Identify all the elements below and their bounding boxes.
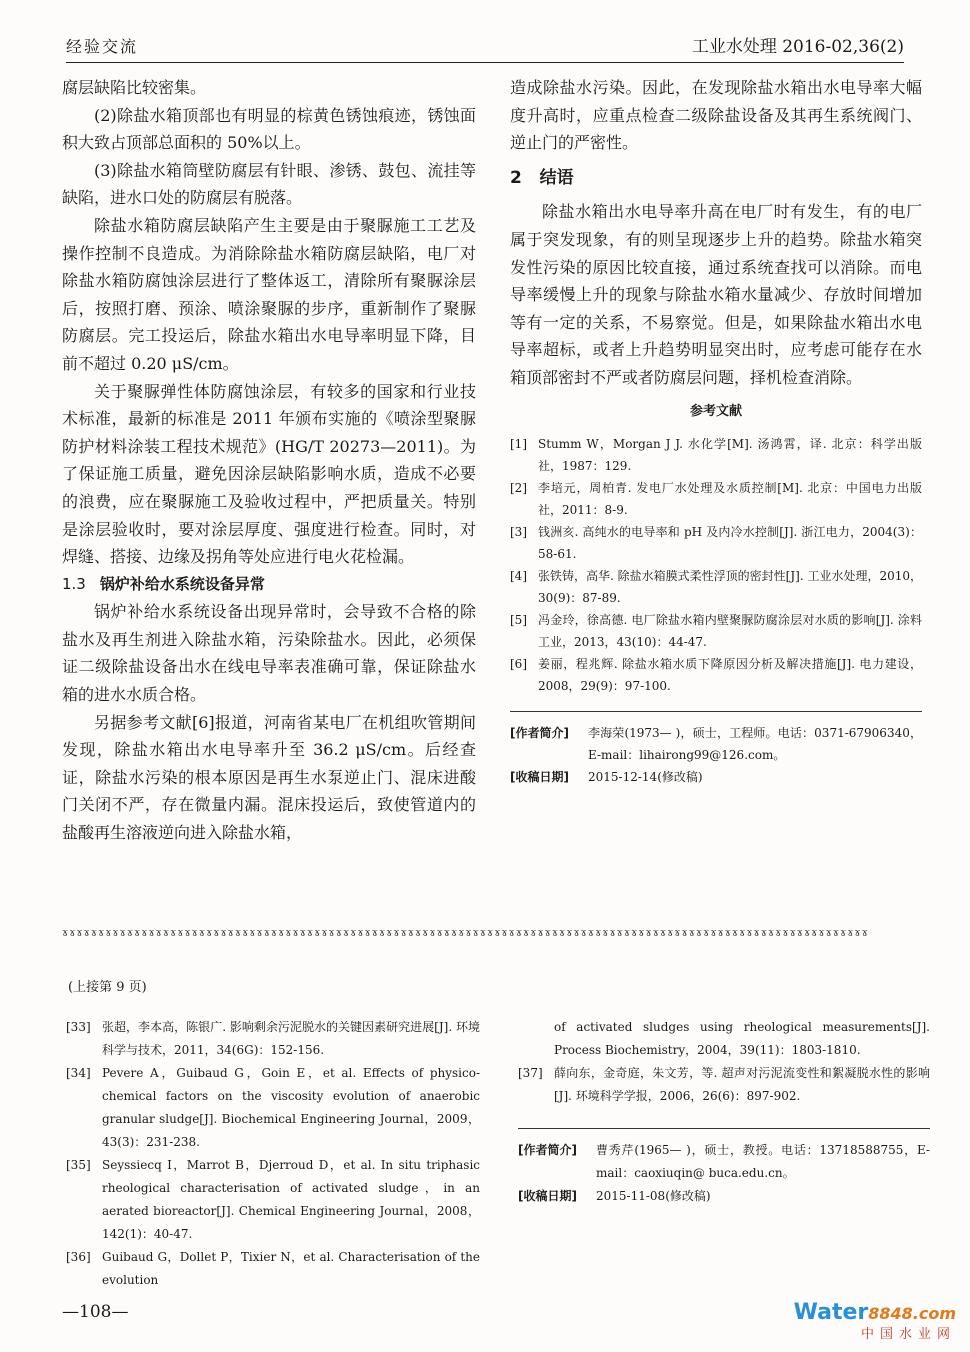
- right-column: [510, 74, 922, 788]
- subsection-heading: [62, 571, 476, 599]
- references-heading: 参考文献: [689, 403, 742, 419]
- reference-item: [510, 521, 922, 565]
- section-heading: [510, 165, 922, 193]
- page-number: —108—: [62, 1302, 129, 1322]
- paragraph: (2)除盐水箱顶部也有明显的棕黄色锈蚀痕迹，锈蚀面积大致占顶部总面积的 50%以上。: [62, 105, 476, 153]
- section-label: 经验交流: [66, 37, 139, 56]
- reference-item: [510, 609, 922, 653]
- reference-item: [510, 653, 922, 697]
- reference-text: Pevere A，Guibaud G，Goin E，et al. Effects of physico-chemical factors on the viscosity evolution of anaerobic granular sludge[J]. Biochemical Engineering Journal，2009，43(3)：231-238.: [102, 1066, 480, 1149]
- author-info: [510, 711, 922, 788]
- author-label: [作者简介]: [518, 1143, 577, 1157]
- journal-citation: 工业水处理 2016-02,36(2): [691, 37, 904, 57]
- reference-text: 张超，李本高，陈银广. 影响剩余污泥脱水的关键因素研究进展[J]. 环境科学与技术，2011，34(6G)：152-156.: [102, 1020, 480, 1057]
- reference-text: 姜丽，程兆辉. 除盐水箱水质下降原因分析及解决措施[J]. 电力建设，2008，29(9)：97-100.: [538, 657, 922, 694]
- reference-text: 李培元，周柏青. 发电厂水处理及水质控制[M]. 北京：中国电力出版社，2011：8-9.: [538, 481, 922, 518]
- reference-item: [518, 1062, 930, 1108]
- received-date: [518, 1185, 930, 1208]
- reference-text: Stumm W，Morgan J J. 水化学[M]. 汤鸿霄，译. 北京：科学出版社，1987：129.: [538, 437, 922, 474]
- paragraph: 除盐水箱防腐层缺陷产生主要是由于聚脲施工工艺及操作控制不良造成。为消除除盐水箱防腐层缺陷，电厂对除盐水箱防腐蚀涂层进行了整体返工，清除所有聚脲涂层后，按照打磨、预涂、喷涂聚脲的步序，重新制作了聚脲防腐层。完工投运后，除盐水箱出水电导率明显下降，目前不超过 0.20 μS/cm。: [62, 215, 476, 373]
- reference-text: of activated sludges using rheological measurements[J]. Process Biochemistry，2004，39(11)：1803-1810.: [554, 1020, 930, 1057]
- paragraph: 除盐水箱出水电导率升高在电厂时有发生，有的电厂属于突发现象，有的则呈现逐步上升的趋势。除盐水箱突发性污染的原因比较直接，通过系统查找可以消除。而电导率缓慢上升的现象与除盐水箱水量减少、存放时间增加等有一定的关系，不易察觉。但是，如果除盐水箱出水电导率超标，或者上升趋势明显突出时，应考虑可能存在水箱顶部密封不严或者防腐层问题，择机检查消除。: [510, 202, 922, 387]
- continued-note: (上接第 9 页): [68, 980, 147, 995]
- bottom-right-references: [518, 1016, 930, 1208]
- section-number: 2: [510, 167, 522, 188]
- reference-item: [510, 433, 922, 477]
- reference-number: [34]: [66, 1066, 91, 1080]
- reference-number: [6]: [510, 657, 527, 672]
- paragraph: (3)除盐水箱筒壁防腐层有针眼、渗锈、鼓包、流挂等缺陷，进水口处的防腐层有脱落。: [62, 160, 476, 208]
- watermark-brand-b: 8848.com: [868, 1304, 956, 1323]
- section-title: 结语: [539, 167, 574, 188]
- author-text: 曹秀芹(1965— )，硕士，教授。电话：13718588755，E-mail：caoxiuqin@ buca.edu.cn。: [596, 1143, 930, 1180]
- watermark-subtitle: 中国水业网: [860, 1327, 956, 1342]
- author-text: 李海荣(1973— )，硕士，工程师。电话：0371-67906340，E-mail：lihairong99@126.com。: [588, 726, 922, 763]
- watermark-logo: [794, 1300, 956, 1325]
- reference-number: [2]: [510, 481, 527, 496]
- reference-number: [1]: [510, 437, 527, 452]
- reference-number: [33]: [66, 1020, 91, 1034]
- watermark-brand-a: Water: [793, 1300, 869, 1325]
- paragraph: 锅炉补给水系统设备出现异常时，会导致不合格的除盐水及再生剂进入除盐水箱，污染除盐水。因此，必须保证二级除盐设备出水在线电导率表准确可靠，保证除盐水箱的进水水质合格。: [62, 602, 476, 705]
- reference-continuation: [518, 1016, 930, 1062]
- received-label: [收稿日期]: [510, 770, 569, 785]
- bottom-left-references: [66, 1016, 480, 1292]
- reference-number: [35]: [66, 1158, 91, 1172]
- paragraph: 另据参考文献[6]报道，河南省某电厂在机组吹管期间发现，除盐水箱出水电导率升至 36.2 μS/cm。后经查证，除盐水污染的根本原因是再生水泵逆止门、混床进酸门关闭不严，存在微量内漏。混床投运后，致使管道内的盐酸再生溶液逆向进入除盐水箱，: [62, 712, 476, 843]
- reference-number: [37]: [518, 1066, 543, 1080]
- reference-text: Seyssiecq I，Marrot B，Djerroud D，et al. In situ triphasic rheological characterisation of activated sludge，in an aerated bioreactor[J]. Chemical Engineering Journal，2008，142(1)：40-47.: [102, 1158, 480, 1241]
- received-text: 2015-11-08(修改稿): [596, 1189, 711, 1203]
- reference-item: [66, 1154, 480, 1246]
- reference-item: [66, 1062, 480, 1154]
- reference-number: [3]: [510, 525, 527, 540]
- author-info: [518, 1128, 930, 1208]
- received-label: [收稿日期]: [518, 1189, 577, 1203]
- reference-item: [510, 565, 922, 609]
- reference-text: 薛向东，金奇庭，朱文芳，等. 超声对污泥流变性和絮凝脱水性的影响[J]. 环境科学学报，2006，26(6)：897-902.: [554, 1066, 930, 1103]
- received-text: 2015-12-14(修改稿): [588, 770, 703, 785]
- reference-item: [510, 477, 922, 521]
- received-date: [510, 766, 922, 788]
- subsection-number: 1.3: [62, 574, 86, 593]
- left-column: [62, 74, 476, 847]
- paragraph: 关于聚脲弹性体防腐蚀涂层，有较多的国家和行业技术标准，最新的标准是 2011 年颁布实施的《喷涂型聚脲防护材料涂装工程技术规范》(HG/T 20273—2011)。为了保证施工质量，避免因涂层缺陷影响水质，造成不必要的浪费，应在聚脲施工及验收过程中，严把质量关。特别是涂层验收时，要对涂层厚度、强度进行检查。同时，对焊缝、搭接、边缘及拐角等处应进行电火花检漏。: [62, 381, 476, 567]
- author-bio: [518, 1139, 930, 1185]
- author-label: [作者简介]: [510, 726, 569, 741]
- author-bio: [510, 722, 922, 766]
- ornamental-divider: ɤɤɤɤɤɤɤɤɤɤɤɤɤɤɤɤɤɤɤɤɤɤɤɤɤɤɤɤɤɤɤɤɤɤɤɤɤɤɤɤɤɤɤɤɤɤɤɤɤɤɤɤɤɤɤɤɤɤɤɤɤɤɤɤɤɤɤɤɤɤɤɤɤɤɤɤɤɤɤɤɤɤɤɤɤɤɤɤɤɤɤɤɤɤɤɤɤɤɤɤɤɤɤɤɤɤɤɤɤɤɤɤ: [62, 926, 869, 939]
- reference-item: [66, 1016, 480, 1062]
- site-watermark: [794, 1300, 956, 1342]
- reference-item: [66, 1246, 480, 1292]
- reference-text: Guibaud G，Dollet P，Tixier N，et al. Characterisation of the evolution: [102, 1250, 480, 1287]
- reference-number: [36]: [66, 1250, 91, 1264]
- reference-number: [4]: [510, 569, 527, 584]
- subsection-title: 锅炉补给水系统设备异常: [99, 574, 265, 593]
- reference-text: 张铁铸，高华. 除盐水箱膜式柔性浮顶的密封性[J]. 工业水处理，2010，30(9)：87-89.: [538, 569, 922, 606]
- reference-text: 冯金玲，徐高德. 电厂除盐水箱内壁聚脲防腐涂层对水质的影响[J]. 涂料工业，2013，43(10)：44-47.: [538, 613, 922, 650]
- reference-list: [510, 433, 922, 697]
- paragraph: 腐层缺陷比较密集。: [62, 78, 207, 97]
- reference-number: [5]: [510, 613, 527, 628]
- reference-text: 钱洲亥. 高纯水的电导率和 pH 及内冷水控制[J]. 浙江电力，2004(3)：58-61.: [538, 525, 922, 562]
- paragraph: 造成除盐水污染。因此，在发现除盐水箱出水电导率大幅度升高时，应重点检查二级除盐设备及其再生系统阀门、逆止门的严密性。: [510, 78, 922, 153]
- running-header: [66, 28, 904, 63]
